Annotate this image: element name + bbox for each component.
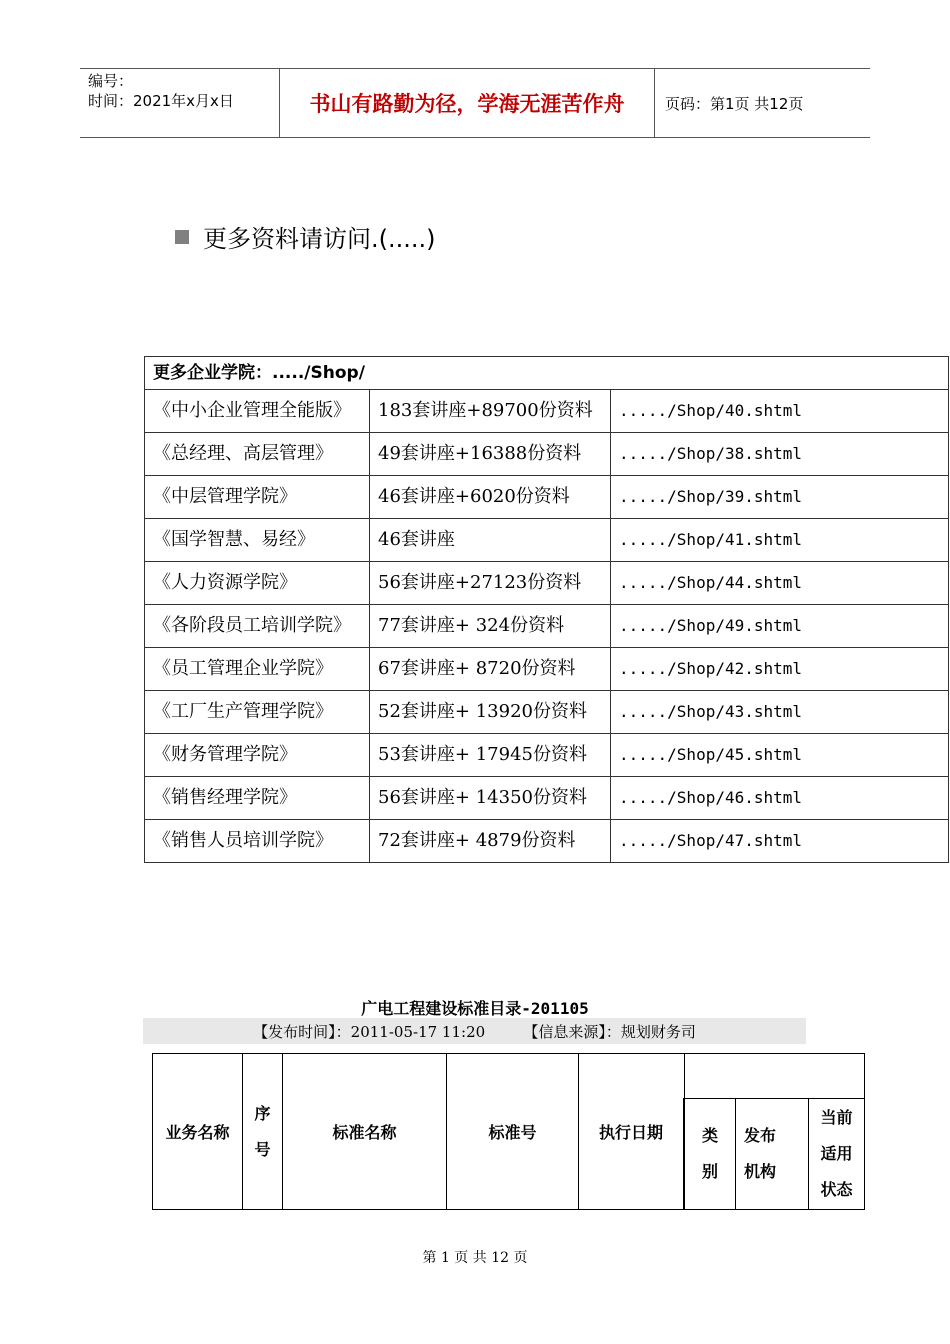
course-url: ...../Shop/43.shtml	[611, 691, 949, 734]
course-url: ...../Shop/47.shtml	[611, 820, 949, 863]
standards-table	[152, 1053, 865, 1210]
header-seq-text: 序 号	[254, 1103, 271, 1159]
course-row	[145, 691, 949, 734]
header-issuer-text: 发布 机构	[744, 1126, 777, 1181]
time-label: 时间：2021年x月x日	[88, 92, 234, 110]
course-url: ...../Shop/41.shtml	[611, 519, 949, 562]
course-count: 77套讲座+ 324份资料	[370, 605, 611, 648]
course-count: 56套讲座+27123份资料	[370, 562, 611, 605]
header-business: 业务名称	[153, 1054, 243, 1210]
course-name: 《中层管理学院》	[145, 476, 370, 519]
course-count: 72套讲座+ 4879份资料	[370, 820, 611, 863]
header-status	[809, 1099, 865, 1210]
course-url: ...../Shop/44.shtml	[611, 562, 949, 605]
course-row	[145, 519, 949, 562]
course-row	[145, 562, 949, 605]
course-url: ...../Shop/49.shtml	[611, 605, 949, 648]
course-url: ...../Shop/39.shtml	[611, 476, 949, 519]
course-table	[144, 356, 949, 863]
course-name: 《财务管理学院》	[145, 734, 370, 777]
header-exec-date: 执行日期	[579, 1054, 685, 1210]
course-url: ...../Shop/46.shtml	[611, 777, 949, 820]
page-footer: 第 1 页 共 12 页	[422, 1250, 528, 1266]
course-count: 49套讲座+16388份资料	[370, 433, 611, 476]
header-page-label: 页码：第1页 共12页	[665, 94, 804, 113]
course-row	[145, 734, 949, 777]
header-meta	[80, 69, 280, 137]
course-table-title: 更多企业学院：...../Shop/	[145, 357, 949, 390]
course-name: 《工厂生产管理学院》	[145, 691, 370, 734]
square-bullet-icon	[175, 230, 189, 244]
publish-info-bar	[143, 1018, 806, 1044]
more-info-line	[175, 219, 436, 254]
course-row	[145, 390, 949, 433]
header-status-text: 当前 适用 状态	[820, 1108, 853, 1199]
course-name: 《员工管理企业学院》	[145, 648, 370, 691]
course-count: 52套讲座+ 13920份资料	[370, 691, 611, 734]
more-info-text: 更多资料请访问.(.....)	[203, 225, 436, 253]
course-count: 53套讲座+ 17945份资料	[370, 734, 611, 777]
course-name: 《销售人员培训学院》	[145, 820, 370, 863]
course-name: 《人力资源学院》	[145, 562, 370, 605]
course-row	[145, 648, 949, 691]
course-row	[145, 433, 949, 476]
serial-label: 编号：	[88, 72, 134, 90]
course-name: 《中小企业管理全能版》	[145, 390, 370, 433]
course-count: 46套讲座+6020份资料	[370, 476, 611, 519]
course-name: 《各阶段员工培训学院》	[145, 605, 370, 648]
course-url: ...../Shop/45.shtml	[611, 734, 949, 777]
course-name: 《总经理、高层管理》	[145, 433, 370, 476]
course-count: 46套讲座	[370, 519, 611, 562]
course-url: ...../Shop/40.shtml	[611, 390, 949, 433]
course-url: ...../Shop/38.shtml	[611, 433, 949, 476]
header-motto: 书山有路勤为径，学海无涯苦作舟	[280, 69, 655, 137]
course-table-body	[145, 390, 949, 863]
header-std-no: 标准号	[447, 1054, 579, 1210]
course-name: 《销售经理学院》	[145, 777, 370, 820]
course-row	[145, 476, 949, 519]
header-issuer	[736, 1099, 809, 1210]
course-url: ...../Shop/42.shtml	[611, 648, 949, 691]
course-count: 56套讲座+ 14350份资料	[370, 777, 611, 820]
course-name: 《国学智慧、易经》	[145, 519, 370, 562]
course-row	[145, 820, 949, 863]
course-row	[145, 777, 949, 820]
header-category-text: 类 别	[701, 1126, 718, 1181]
course-count: 67套讲座+ 8720份资料	[370, 648, 611, 691]
header-group	[684, 1054, 865, 1099]
page-header	[80, 68, 870, 138]
header-seq	[243, 1054, 283, 1210]
document-title: 广电工程建设标准目录-201105	[361, 999, 589, 1018]
info-source: 【信息来源】：规划财务司	[523, 1022, 696, 1041]
course-row	[145, 605, 949, 648]
course-count: 183套讲座+89700份资料	[370, 390, 611, 433]
header-std-name: 标准名称	[283, 1054, 447, 1210]
publish-time: 【发布时间】：2011-05-17 11:20	[253, 1022, 486, 1041]
course-table-title-row	[145, 357, 949, 390]
header-category	[684, 1099, 736, 1210]
